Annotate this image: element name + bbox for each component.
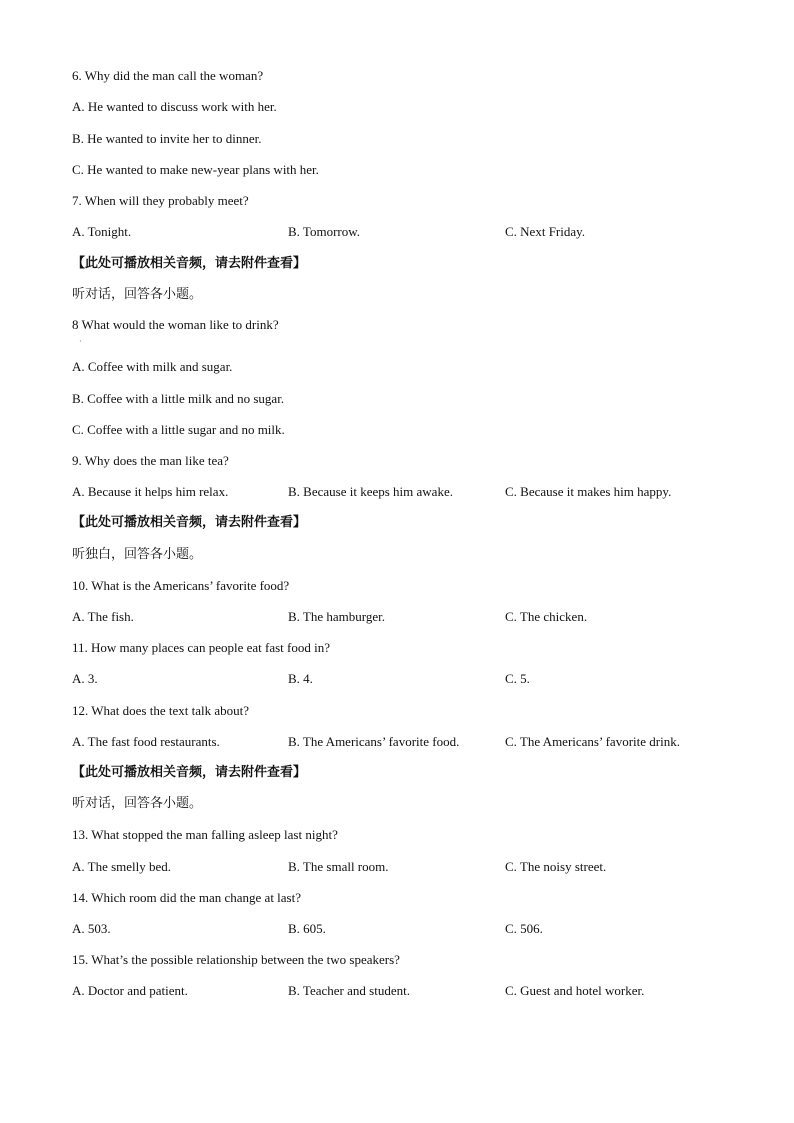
- question-13-option-c: C. The noisy street.: [505, 859, 607, 874]
- question-15-option-b: B. Teacher and student.: [288, 983, 410, 998]
- question-12-option-a: A. The fast food restaurants.: [72, 734, 220, 749]
- question-7-option-a: A. Tonight.: [72, 224, 132, 239]
- question-10-option-c: C. The chicken.: [505, 609, 588, 624]
- question-9-option-c: C. Because it makes him happy.: [505, 484, 672, 499]
- question-7-option-c: C. Next Friday.: [505, 224, 586, 239]
- question-11-option-b: B. 4.: [288, 671, 313, 686]
- audio-notice: 【此处可播放相关音频，请去附件查看】: [72, 765, 307, 780]
- question-8-option-a: A. Coffee with milk and sugar.: [72, 359, 233, 374]
- question-8-option-c: C. Coffee with a little sugar and no milk.: [72, 422, 285, 437]
- question-15-option-a: A. Doctor and patient.: [72, 983, 188, 998]
- question-12-option-c: C. The Americans’ favorite drink.: [505, 734, 680, 749]
- question-6-option-a: A. He wanted to discuss work with her.: [72, 99, 277, 114]
- question-7: 7. When will they probably meet?: [72, 193, 249, 208]
- question-8: 8 What would the woman like to drink?: [72, 317, 279, 332]
- stray-mark: ·: [79, 337, 82, 346]
- question-10-option-b: B. The hamburger.: [288, 609, 386, 624]
- question-9-option-a: A. Because it helps him relax.: [72, 484, 229, 499]
- question-9-option-b: B. Because it keeps him awake.: [288, 484, 453, 499]
- question-10: 10. What is the Americans’ favorite food?: [72, 578, 290, 593]
- question-14: 14. Which room did the man change at last?: [72, 890, 301, 905]
- question-6-option-c: C. He wanted to make new-year plans with her.: [72, 162, 319, 177]
- question-12: 12. What does the text talk about?: [72, 703, 250, 718]
- question-15: 15. What’s the possible relationship between the two speakers?: [72, 952, 400, 967]
- question-14-option-b: B. 605.: [288, 921, 326, 936]
- question-13-option-a: A. The smelly bed.: [72, 859, 172, 874]
- question-13: 13. What stopped the man falling asleep last night?: [72, 827, 338, 842]
- audio-notice: 【此处可播放相关音频，请去附件查看】: [72, 256, 307, 271]
- section-instruction: 听对话，回答各小题。: [72, 287, 203, 302]
- question-14-option-a: A. 503.: [72, 921, 111, 936]
- question-11-option-a: A. 3.: [72, 671, 98, 686]
- question-12-option-b: B. The Americans’ favorite food.: [288, 734, 460, 749]
- question-10-option-a: A. The fish.: [72, 609, 134, 624]
- section-instruction: 听对话，回答各小题。: [72, 796, 203, 811]
- section-instruction: 听独白，回答各小题。: [72, 547, 203, 562]
- question-7-option-b: B. Tomorrow.: [288, 224, 361, 239]
- question-15-option-c: C. Guest and hotel worker.: [505, 983, 645, 998]
- question-9: 9. Why does the man like tea?: [72, 453, 229, 468]
- question-6-option-b: B. He wanted to invite her to dinner.: [72, 131, 262, 146]
- question-13-option-b: B. The small room.: [288, 859, 389, 874]
- question-11-option-c: C. 5.: [505, 671, 530, 686]
- question-6: 6. Why did the man call the woman?: [72, 68, 264, 83]
- question-14-option-c: C. 506.: [505, 921, 543, 936]
- audio-notice: 【此处可播放相关音频，请去附件查看】: [72, 515, 307, 530]
- question-11: 11. How many places can people eat fast food in?: [72, 640, 330, 655]
- question-8-option-b: B. Coffee with a little milk and no sugar.: [72, 391, 285, 406]
